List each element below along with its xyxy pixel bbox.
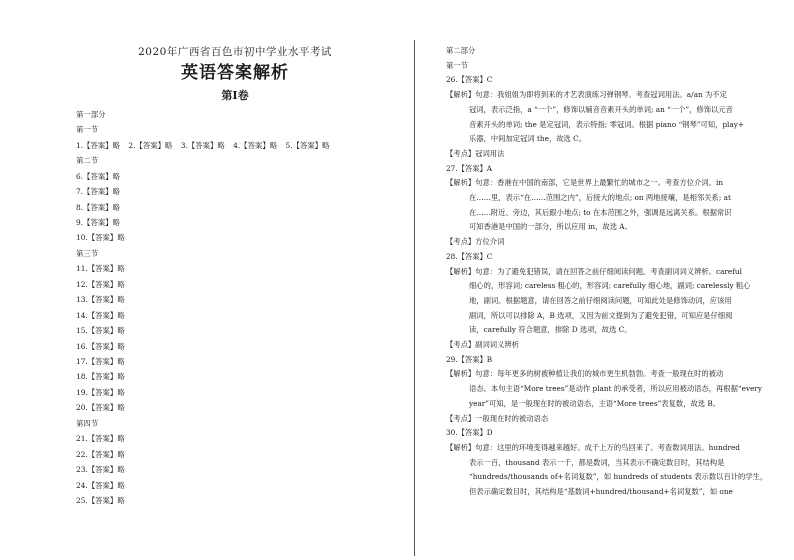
section-heading: 第二部分 — [446, 46, 476, 55]
explanation-line: 表示一百，thousand 表示一千，都是数词，当其表示不确定数目时，其结构是 — [469, 457, 725, 467]
answer-item: 7.【答案】略 — [76, 187, 121, 197]
key-point-line: 【考点】副词词义辨析 — [446, 340, 519, 350]
answer-item: 20.【答案】略 — [76, 403, 125, 413]
answer-item: 23.【答案】略 — [76, 465, 125, 475]
analysis-line: 【解析】句意：我姐姐为即将到来的才艺表演练习弹钢琴。考查冠词用法。a/an 为不定 — [446, 90, 727, 100]
explanation-line: 读，carefully 符合题意，排除 D 选项，故选 C。 — [469, 325, 632, 335]
left-column — [76, 44, 394, 509]
explanation-line: year”可知，是一般现在时的被动语态，主语“More trees”表复数，故选 B。 — [469, 398, 721, 408]
answer-item: 5.【答案】略 — [285, 140, 330, 150]
explanation-line: 语态。本句主语“More trees”是动作 plant 的承受者，所以应用被动语态，再根据“every — [469, 384, 762, 394]
answer-item: 10.【答案】略 — [76, 233, 125, 243]
answer-item: 4.【答案】略 — [233, 140, 278, 150]
answer-item: 24.【答案】略 — [76, 480, 125, 490]
answer-item: 1.【答案】略 — [76, 140, 121, 150]
explanation-line: “hundreds/thousands of+名词复数”，如 hundreds of students 表示数以百计的学生， — [469, 472, 768, 482]
part-heading: 第一部分 — [76, 110, 106, 119]
answer-row-1-5 — [76, 138, 394, 153]
answer-item: 14.【答案】略 — [76, 310, 125, 320]
key-point-line: 【考点】方位介词 — [446, 237, 505, 247]
answer-item: 16.【答案】略 — [76, 341, 125, 351]
answer-item: 18.【答案】略 — [76, 372, 125, 382]
answer-item: 9.【答案】略 — [76, 217, 121, 227]
answer-line: 29.【答案】B — [446, 354, 493, 364]
answer-item: 11.【答案】略 — [76, 264, 125, 274]
answer-item: 6.【答案】略 — [76, 171, 121, 181]
key-point-line: 【考点】冠词用法 — [446, 148, 505, 158]
analysis-line: 【解析】句意：每年更多的树被种植让我们的城市更生机勃勃。考查一般现在时的被动 — [446, 369, 724, 379]
explanation-line: 地，副词。根据题意，请在回答之前仔细阅读问题，可知此处是修饰动词，应该用 — [469, 295, 732, 305]
answer-line: 27.【答案】A — [446, 163, 493, 173]
section-heading: 第三节 — [76, 248, 99, 258]
explanation-line: 在……附近、旁边，其后跟小地点; to 在本范围之外，强调是远离关系。根据常识 — [469, 207, 732, 217]
analysis-line: 【解析】句意：这里的环境变得越来越好。成千上万的鸟回来了。考查数词用法。hundred — [446, 442, 740, 452]
answer-item: 22.【答案】略 — [76, 449, 125, 459]
explanation-line: 细心的，形容词; careless 粗心的，形容词; carefully 细心地，副词; carelessly 粗心 — [469, 281, 751, 291]
answer-line: 26.【答案】C — [446, 75, 493, 85]
explanation-line: 音素开头的单词; the 是定冠词，表示特指; 零冠词。根据 piano “钢琴”可知，play+ — [469, 119, 744, 129]
answer-item: 3.【答案】略 — [180, 140, 225, 150]
section-heading: 第一节 — [76, 125, 99, 135]
section-heading: 第二节 — [76, 156, 99, 166]
answer-item: 12.【答案】略 — [76, 279, 125, 289]
section-heading: 第一节 — [446, 60, 468, 70]
explanation-line: 在……里，表示“在……范围之内”，后接大的地点; on 两地接壤，是相邻关系; at — [469, 193, 731, 203]
answer-item: 13.【答案】略 — [76, 295, 125, 305]
explanation-line: 乐器，中间加定冠词 the，故选 C。 — [469, 134, 587, 144]
section-heading: 第四节 — [76, 418, 99, 428]
explanation-line: 副词，所以可以排除 A，B 选项，又因为前文提到为了避免犯错，可知应是仔细阅 — [469, 310, 733, 320]
analysis-line: 【解析】句意：为了避免犯错误，请在回答之前仔细阅读问题。考查副词词义辨析。careful — [446, 266, 742, 276]
column-divider — [414, 40, 415, 556]
answer-item: 15.【答案】略 — [76, 326, 125, 336]
answer-line: 30.【答案】D — [446, 428, 493, 438]
volume-heading: 第Ⅰ卷 — [221, 89, 249, 102]
exam-title: 2020年广西省百色市初中学业水平考试 — [138, 46, 332, 58]
answer-item: 25.【答案】略 — [76, 496, 125, 506]
explanation-line: 可知香港是中国的一部分，所以应用 in，故选 A。 — [469, 222, 632, 232]
main-title: 英语答案解析 — [181, 63, 289, 83]
explanation-line: 但表示确定数目时，其结构是“基数词+hundred/thousand+名词复数”，如 one — [469, 487, 733, 497]
explanation-line: 冠词，表示泛指，a “一个”，修饰以辅音音素开头的单词; an “一个”，修饰以元音 — [469, 104, 733, 114]
answer-item: 21.【答案】略 — [76, 434, 125, 444]
key-point-line: 【考点】一般现在时的被动语态 — [446, 413, 549, 423]
answer-line: 28.【答案】C — [446, 251, 493, 261]
answer-item: 2.【答案】略 — [128, 140, 173, 150]
analysis-line: 【解析】句意：香港在中国的南部，它是世界上最繁忙的城市之一。考查方位介词。in — [446, 178, 724, 188]
answer-item: 19.【答案】略 — [76, 387, 125, 397]
right-column — [446, 44, 768, 500]
answer-item: 8.【答案】略 — [76, 202, 121, 212]
answer-item: 17.【答案】略 — [76, 357, 125, 367]
